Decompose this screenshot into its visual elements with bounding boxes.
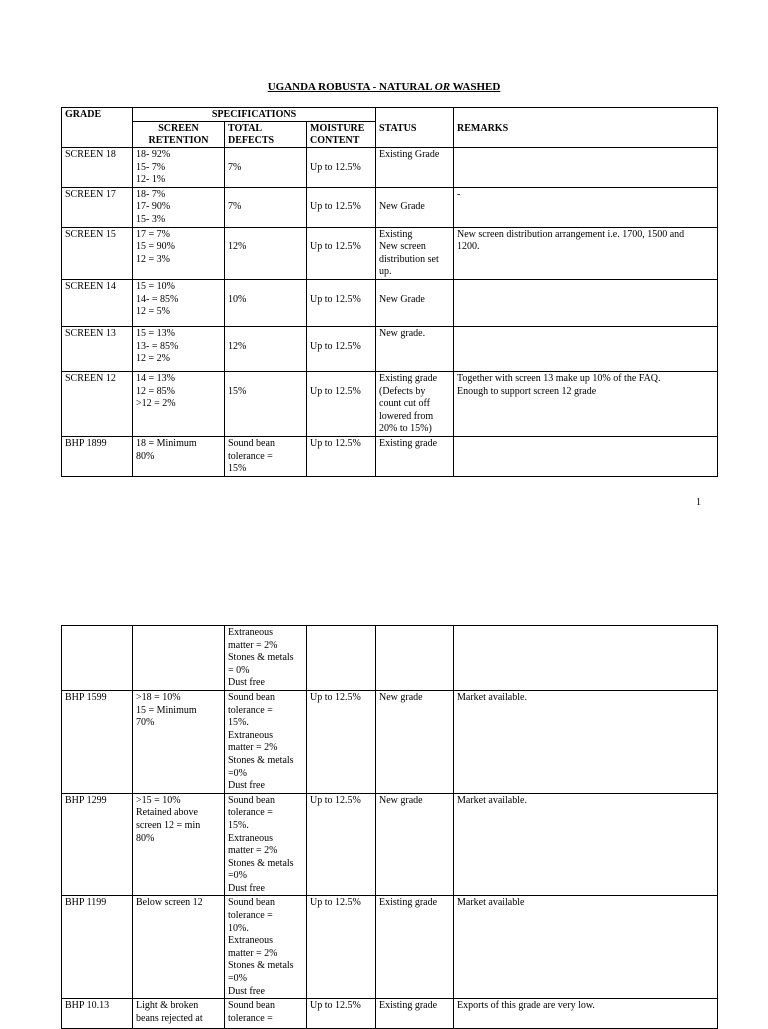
cell-grade: SCREEN 14 (62, 279, 133, 326)
cell-moisture: Up to 12.5% (307, 187, 376, 227)
cell-defects: Sound bean tolerance = 15%. Extraneous matter = 2% Stones & metals =0% Dust free (225, 793, 307, 896)
cell-status: New Grade (376, 279, 454, 326)
table-row (62, 690, 718, 793)
cell-screen: 14 = 13% 12 = 85% >12 = 2% (133, 371, 225, 436)
header-row-1 (62, 108, 718, 122)
cell-status: Existing Grade (376, 148, 454, 188)
cell-moisture: Up to 12.5% (307, 227, 376, 279)
header-row-2 (62, 122, 718, 148)
cell-moisture: Up to 12.5% (307, 326, 376, 371)
cell-moisture: Up to 12.5% (307, 148, 376, 188)
cell-remarks: - (454, 187, 718, 227)
header-grade: GRADE (62, 108, 133, 148)
table-row (62, 896, 718, 999)
title-sep: - NATURAL (369, 81, 435, 93)
header-specifications: SPECIFICATIONS (133, 108, 376, 122)
table-row (62, 326, 718, 371)
cell-defects: 7% (225, 148, 307, 188)
cell-remarks: New screen distribution arrangement i.e. 1700, 1500 and 1200. (454, 227, 718, 279)
cell-moisture: Up to 12.5% (307, 690, 376, 793)
cell-defects: 12% (225, 326, 307, 371)
document-title (0, 81, 768, 93)
cell-screen: >18 = 10% 15 = Minimum 70% (133, 690, 225, 793)
cell-status: Existing grade (376, 999, 454, 1029)
header-moisture-content: MOISTURE CONTENT (307, 122, 376, 148)
cell-remarks (454, 279, 718, 326)
cell-grade: SCREEN 15 (62, 227, 133, 279)
cell-moisture (307, 626, 376, 691)
table-row (62, 793, 718, 896)
cell-grade: BHP 1599 (62, 690, 133, 793)
cell-grade: BHP 1199 (62, 896, 133, 999)
header-blank-remarks (454, 108, 718, 122)
cell-defects: 10% (225, 279, 307, 326)
header-total-defects: TOTAL DEFECTS (225, 122, 307, 148)
cell-screen: Below screen 12 (133, 896, 225, 999)
cell-status (376, 626, 454, 691)
cell-remarks: Market available. (454, 690, 718, 793)
page-number: 1 (696, 497, 701, 508)
cell-status: Existing grade (376, 436, 454, 476)
cell-screen: 18 = Minimum 80% (133, 436, 225, 476)
table-row (62, 187, 718, 227)
header-remarks: REMARKS (454, 122, 718, 148)
cell-remarks (454, 148, 718, 188)
title-main: UGANDA ROBUSTA (267, 81, 370, 93)
cell-grade: BHP 1899 (62, 436, 133, 476)
cell-defects: Sound bean tolerance = 15%. Extraneous matter = 2% Stones & metals =0% Dust free (225, 690, 307, 793)
cell-screen: 15 = 13% 13- = 85% 12 = 2% (133, 326, 225, 371)
cell-moisture: Up to 12.5% (307, 999, 376, 1029)
cell-status: New grade (376, 793, 454, 896)
cell-grade: SCREEN 17 (62, 187, 133, 227)
cell-defects: 7% (225, 187, 307, 227)
cell-moisture: Up to 12.5% (307, 793, 376, 896)
cell-remarks: Together with screen 13 make up 10% of the FAQ. Enough to support screen 12 grade (454, 371, 718, 436)
cell-screen: 17 = 7% 15 = 90% 12 = 3% (133, 227, 225, 279)
cell-status: Existing grade (Defects by count cut off lowered from 20% to 15%) (376, 371, 454, 436)
cell-defects: Sound bean tolerance = 15% (225, 436, 307, 476)
cell-moisture: Up to 12.5% (307, 371, 376, 436)
grades-table-page-1 (61, 107, 718, 477)
table-row (62, 999, 718, 1029)
cell-screen: >15 = 10% Retained above screen 12 = min 80% (133, 793, 225, 896)
cell-grade: BHP 10.13 (62, 999, 133, 1029)
cell-status: Existing grade (376, 896, 454, 999)
cell-screen: 18- 92% 15- 7% 12- 1% (133, 148, 225, 188)
cell-status: New Grade (376, 187, 454, 227)
table-row (62, 436, 718, 476)
header-status: STATUS (376, 122, 454, 148)
cell-remarks: Market available (454, 896, 718, 999)
cell-remarks (454, 326, 718, 371)
cell-screen (133, 626, 225, 691)
header-screen-retention: SCREEN RETENTION (133, 122, 225, 148)
cell-grade: BHP 1299 (62, 793, 133, 896)
cell-grade: SCREEN 13 (62, 326, 133, 371)
table-row (62, 371, 718, 436)
header-blank-status (376, 108, 454, 122)
cell-status: New grade. (376, 326, 454, 371)
cell-moisture: Up to 12.5% (307, 279, 376, 326)
cell-defects: 15% (225, 371, 307, 436)
table-row (62, 227, 718, 279)
grades-table-page-2 (61, 625, 718, 1029)
cell-defects: Sound bean tolerance = 10%. Extraneous matter = 2% Stones & metals =0% Dust free (225, 896, 307, 999)
cell-grade (62, 626, 133, 691)
cell-moisture: Up to 12.5% (307, 436, 376, 476)
cell-remarks (454, 436, 718, 476)
cell-defects: Extraneous matter = 2% Stones & metals = 0% Dust free (225, 626, 307, 691)
cell-grade: SCREEN 18 (62, 148, 133, 188)
cell-moisture: Up to 12.5% (307, 896, 376, 999)
cell-status: New grade (376, 690, 454, 793)
table-row (62, 279, 718, 326)
cell-remarks (454, 626, 718, 691)
title-or: OR (434, 81, 451, 93)
cell-screen: 15 = 10% 14- = 85% 12 = 5% (133, 279, 225, 326)
cell-screen: 18- 7% 17- 90% 15- 3% (133, 187, 225, 227)
table-row (62, 148, 718, 188)
cell-remarks: Exports of this grade are very low. (454, 999, 718, 1029)
title-end: WASHED (450, 81, 501, 93)
cell-defects: Sound bean tolerance = (225, 999, 307, 1029)
cell-grade: SCREEN 12 (62, 371, 133, 436)
cell-screen: Light & broken beans rejected at (133, 999, 225, 1029)
table-row (62, 626, 718, 691)
cell-defects: 12% (225, 227, 307, 279)
cell-status: Existing New screen distribution set up. (376, 227, 454, 279)
cell-remarks: Market available. (454, 793, 718, 896)
